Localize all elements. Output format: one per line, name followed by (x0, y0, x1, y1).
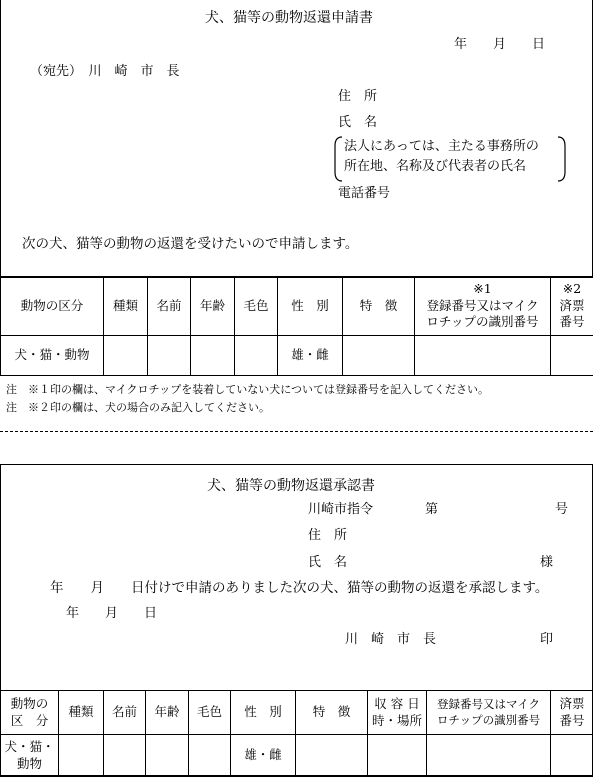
application-title: 犬、猫等の動物返還申請書 (205, 10, 373, 27)
honorific-sama: 様 (540, 555, 553, 571)
approval-text: 年 月 日付けで申請のありました次の犬、猫等の動物の返還を承認します。 (50, 580, 548, 596)
approval-name-label: 氏 名 (308, 555, 347, 571)
row-sex: 雄・雌 (278, 336, 343, 376)
header-kind: 種類 (104, 277, 148, 336)
a-header-shelter: 収 容 日 時・場所 (368, 691, 427, 735)
row-category: 犬・猫・動物 (1, 336, 104, 376)
header-feature: 特 徴 (343, 277, 415, 336)
header-color: 毛色 (235, 277, 278, 336)
application-table (0, 276, 593, 376)
approval-date: 年 月 日 (66, 606, 157, 622)
note-1: 注 ※１印の欄は、マイクロチップを装着していない犬については登録番号を記入してください。 (6, 381, 489, 397)
a-header-sex: 性 別 (231, 691, 296, 735)
applicant-name-label: 氏 名 (338, 115, 377, 131)
a-header-paid-tag: 済票 番号 (551, 691, 593, 735)
approval-address-label: 住 所 (308, 528, 347, 544)
seal-label: 印 (540, 632, 553, 648)
header-category: 動物の区分 (1, 277, 104, 336)
a-row-sex: 雄・雌 (231, 735, 296, 777)
mayor-label: 川 崎 市 長 (345, 632, 436, 648)
a-cell-name[interactable] (104, 735, 146, 777)
cell-name[interactable] (148, 336, 191, 376)
approval-title: 犬、猫等の動物返還承認書 (207, 478, 375, 495)
designation-number: 川崎市指令 第 号 (308, 502, 568, 518)
a-header-age: 年齢 (146, 691, 189, 735)
header-name: 名前 (148, 277, 191, 336)
corporate-note-line-1: 法人にあっては、主たる事務所の (344, 139, 539, 155)
a-header-category: 動物の 区 分 (1, 691, 59, 735)
a-cell-registration[interactable] (427, 735, 551, 777)
cell-feature[interactable] (343, 336, 415, 376)
registration-mark: ※1 (415, 281, 550, 298)
note-2: 注 ※２印の欄は、犬の場合のみ記入してください。 (6, 399, 270, 415)
a-header-color: 毛色 (189, 691, 231, 735)
cell-registration[interactable] (415, 336, 551, 376)
a-cell-age[interactable] (146, 735, 189, 777)
cell-color[interactable] (235, 336, 278, 376)
phone-label: 電話番号 (338, 186, 390, 202)
application-date: 年 月 日 (454, 37, 545, 53)
a-header-feature: 特 徴 (296, 691, 368, 735)
request-text: 次の犬、猫等の動物の返還を受けたいので申請します。 (22, 236, 358, 252)
a-cell-shelter[interactable] (368, 735, 427, 777)
addressee: （宛先） 川 崎 市 長 (30, 64, 180, 80)
header-sex: 性 別 (278, 277, 343, 336)
header-age: 年齢 (191, 277, 235, 336)
a-header-name: 名前 (104, 691, 146, 735)
header-registration: ※1 登録番号又はマイク ロチップの識別番号 (415, 277, 551, 336)
corporate-note-line-2: 所在地、名称及び代表者の氏名 (344, 159, 526, 175)
a-cell-paid-tag[interactable] (551, 735, 593, 777)
paid-tag-mark: ※2 (551, 281, 593, 298)
header-paid-tag: ※2 済票 番号 (551, 277, 593, 336)
a-header-kind: 種類 (59, 691, 104, 735)
a-row-category: 犬・猫・ 動物 (1, 735, 59, 777)
cell-age[interactable] (191, 336, 235, 376)
cell-kind[interactable] (104, 336, 148, 376)
applicant-address-label: 住 所 (338, 89, 377, 105)
a-cell-color[interactable] (189, 735, 231, 777)
a-cell-kind[interactable] (59, 735, 104, 777)
cell-paid-tag[interactable] (551, 336, 593, 376)
approval-table (0, 690, 593, 777)
a-header-registration: 登録番号又はマイク ロチップの識別番号 (427, 691, 551, 735)
cut-line (0, 431, 593, 432)
a-cell-feature[interactable] (296, 735, 368, 777)
